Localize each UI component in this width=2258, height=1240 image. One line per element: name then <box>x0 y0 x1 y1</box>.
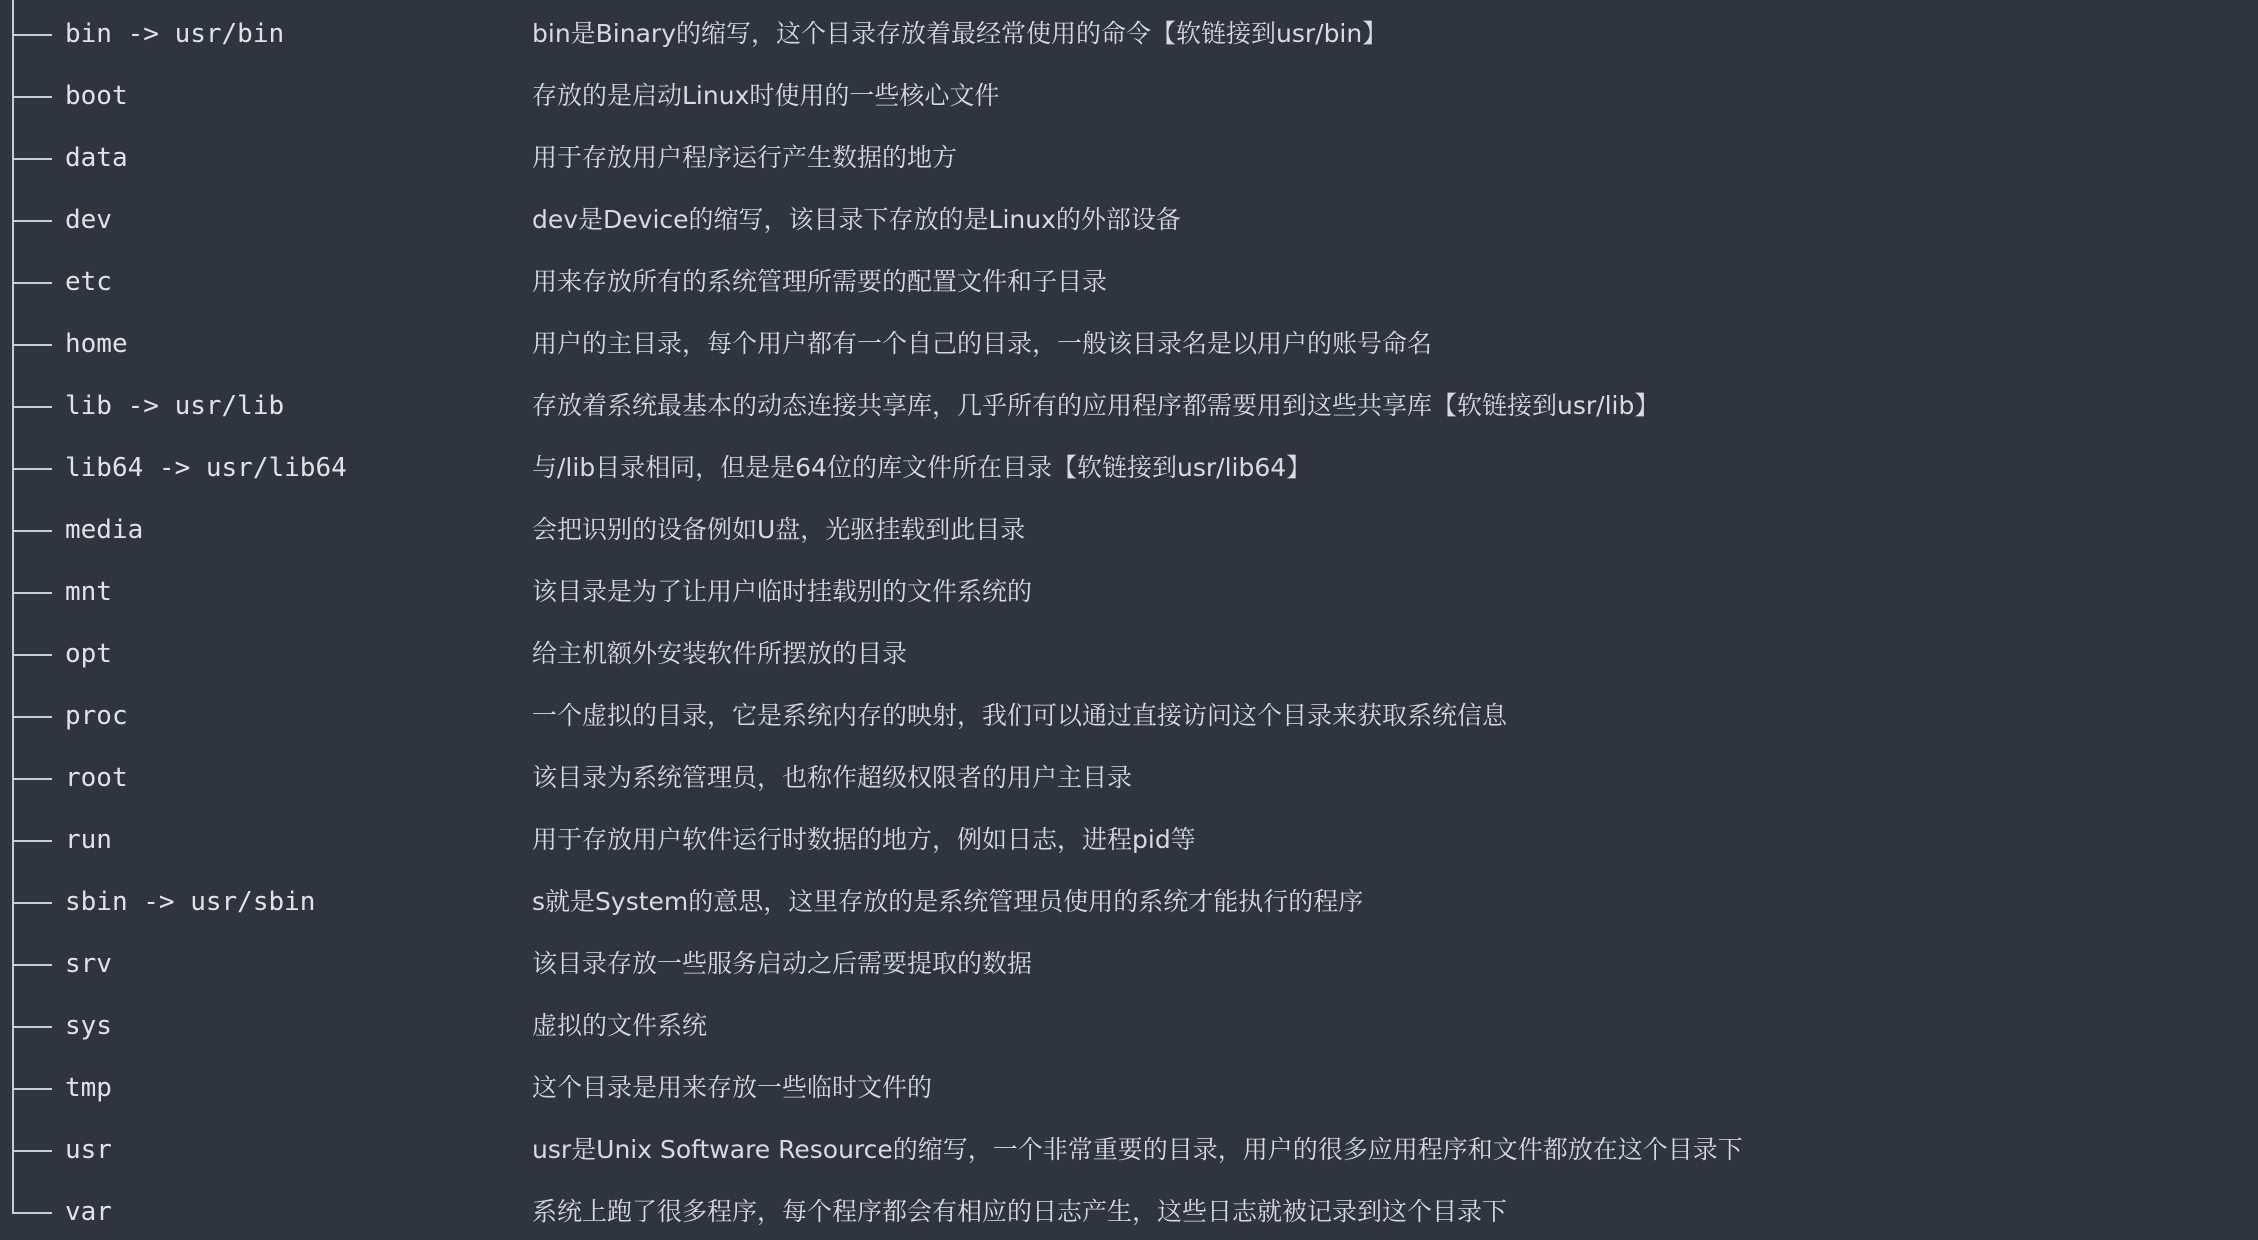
tree-row-var <box>0 1178 2258 1240</box>
tree-row-bin <box>0 0 2258 62</box>
dir-description: 该目录存放一些服务启动之后需要提取的数据 <box>532 949 1033 978</box>
tree-row-opt <box>0 620 2258 682</box>
tree-branch-icon <box>12 682 52 744</box>
dir-name[interactable]: proc <box>65 701 128 731</box>
tree-row-run <box>0 806 2258 868</box>
dir-description: 存放着系统最基本的动态连接共享库，几乎所有的应用程序都需要用到这些共享库【软链接到usr/lib】 <box>532 391 1660 420</box>
dir-name[interactable]: root <box>65 763 128 793</box>
dir-description: 用于存放用户软件运行时数据的地方，例如日志，进程pid等 <box>532 825 1196 854</box>
tree-branch-end-icon <box>12 1178 52 1240</box>
tree-branch-icon <box>12 620 52 682</box>
tree-branch-icon <box>12 744 52 806</box>
dir-description: 用户的主目录，每个用户都有一个自己的目录，一般该目录名是以用户的账号命名 <box>532 329 1433 358</box>
dir-description: bin是Binary的缩写，这个目录存放着最经常使用的命令【软链接到usr/bin】 <box>532 19 1388 48</box>
dir-name[interactable]: run <box>65 825 112 855</box>
tree-row-lib64 <box>0 434 2258 496</box>
tree-row-home <box>0 310 2258 372</box>
tree-branch-icon <box>12 1054 52 1116</box>
tree-row-media <box>0 496 2258 558</box>
dir-description: 给主机额外安装软件所摆放的目录 <box>532 639 908 668</box>
dir-name[interactable]: usr <box>65 1135 112 1165</box>
dir-name[interactable]: sys <box>65 1011 112 1041</box>
tree-row-etc <box>0 248 2258 310</box>
tree-branch-icon <box>12 62 52 124</box>
dir-description: 用来存放所有的系统管理所需要的配置文件和子目录 <box>532 267 1108 296</box>
tree-branch-icon <box>12 124 52 186</box>
tree-branch-icon <box>12 186 52 248</box>
tree-branch-icon <box>12 930 52 992</box>
tree-branch-icon <box>12 310 52 372</box>
tree-branch-icon <box>12 0 52 62</box>
dir-description: dev是Device的缩写，该目录下存放的是Linux的外部设备 <box>532 205 1181 234</box>
dir-description: s就是System的意思，这里存放的是系统管理员使用的系统才能执行的程序 <box>532 887 1364 916</box>
dir-name[interactable]: opt <box>65 639 112 669</box>
dir-description: 一个虚拟的目录，它是系统内存的映射，我们可以通过直接访问这个目录来获取系统信息 <box>532 701 1508 730</box>
tree-branch-icon <box>12 248 52 310</box>
tree-branch-icon <box>12 1116 52 1178</box>
dir-name[interactable]: srv <box>65 949 112 979</box>
dir-name[interactable]: var <box>65 1197 112 1227</box>
tree-row-srv <box>0 930 2258 992</box>
dir-name[interactable]: boot <box>65 81 128 111</box>
tree-row-dev <box>0 186 2258 248</box>
dir-description: 系统上跑了很多程序，每个程序都会有相应的日志产生，这些日志就被记录到这个目录下 <box>532 1197 1508 1226</box>
tree-row-proc <box>0 682 2258 744</box>
tree-row-tmp <box>0 1054 2258 1116</box>
dir-name[interactable]: bin -> usr/bin <box>65 19 285 49</box>
tree-branch-icon <box>12 992 52 1054</box>
dir-name[interactable]: media <box>65 515 144 545</box>
dir-name[interactable]: mnt <box>65 577 112 607</box>
tree-row-lib <box>0 372 2258 434</box>
dir-name[interactable]: dev <box>65 205 112 235</box>
tree-branch-icon <box>12 558 52 620</box>
tree-row-sbin <box>0 868 2258 930</box>
dir-description: 该目录为系统管理员，也称作超级权限者的用户主目录 <box>532 763 1133 792</box>
dir-description: 会把识别的设备例如U盘，光驱挂载到此目录 <box>532 515 1026 544</box>
dir-name[interactable]: home <box>65 329 128 359</box>
dir-description: 与/lib目录相同，但是是64位的库文件所在目录【软链接到usr/lib64】 <box>532 453 1312 482</box>
tree-branch-icon <box>12 372 52 434</box>
dir-name[interactable]: data <box>65 143 128 173</box>
dir-description: 这个目录是用来存放一些临时文件的 <box>532 1073 933 1102</box>
dir-name[interactable]: sbin -> usr/sbin <box>65 887 316 917</box>
tree-branch-icon <box>12 868 52 930</box>
dir-name[interactable]: lib -> usr/lib <box>65 391 285 421</box>
dir-name[interactable]: etc <box>65 267 112 297</box>
dir-description: 存放的是启动Linux时使用的一些核心文件 <box>532 81 1000 110</box>
tree-branch-icon <box>12 806 52 868</box>
tree-branch-icon <box>12 496 52 558</box>
dir-name[interactable]: lib64 -> usr/lib64 <box>65 453 347 483</box>
tree-row-data <box>0 124 2258 186</box>
tree-row-mnt <box>0 558 2258 620</box>
dir-description: 虚拟的文件系统 <box>532 1011 708 1040</box>
tree-row-boot <box>0 62 2258 124</box>
tree-row-sys <box>0 992 2258 1054</box>
dir-description: usr是Unix Software Resource的缩写，一个非常重要的目录，用户的很多应用程序和文件都放在这个目录下 <box>532 1135 1743 1164</box>
dir-description: 用于存放用户程序运行产生数据的地方 <box>532 143 958 172</box>
tree-row-usr <box>0 1116 2258 1178</box>
tree-row-root <box>0 744 2258 806</box>
dir-name[interactable]: tmp <box>65 1073 112 1103</box>
tree-branch-icon <box>12 434 52 496</box>
dir-description: 该目录是为了让用户临时挂载别的文件系统的 <box>532 577 1033 606</box>
